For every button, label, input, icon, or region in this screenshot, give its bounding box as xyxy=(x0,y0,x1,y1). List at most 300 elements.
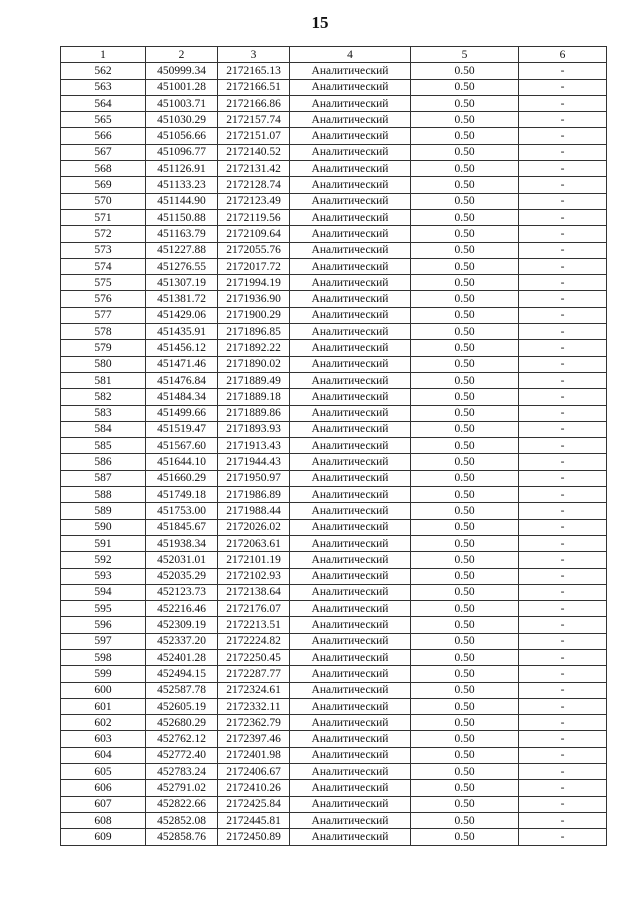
method-cell: Аналитический xyxy=(290,780,411,796)
table-row xyxy=(61,161,607,177)
x-coordinate-cell: 452762.12 xyxy=(146,731,218,747)
table-row xyxy=(61,405,607,421)
note-cell: - xyxy=(519,63,607,79)
x-coordinate-cell: 452494.15 xyxy=(146,666,218,682)
method-cell: Аналитический xyxy=(290,535,411,551)
y-coordinate-cell: 2172131.42 xyxy=(218,161,290,177)
table-row xyxy=(61,682,607,698)
x-coordinate-cell: 451429.06 xyxy=(146,307,218,323)
note-cell: - xyxy=(519,193,607,209)
x-coordinate-cell: 451484.34 xyxy=(146,389,218,405)
point-number-cell: 609 xyxy=(61,829,146,845)
y-coordinate-cell: 2172362.79 xyxy=(218,715,290,731)
x-coordinate-cell: 451749.18 xyxy=(146,487,218,503)
table-row xyxy=(61,454,607,470)
note-cell: - xyxy=(519,731,607,747)
point-number-cell: 603 xyxy=(61,731,146,747)
method-cell: Аналитический xyxy=(290,715,411,731)
accuracy-cell: 0.50 xyxy=(411,649,519,665)
table-row xyxy=(61,112,607,128)
y-coordinate-cell: 2172140.52 xyxy=(218,144,290,160)
note-cell: - xyxy=(519,764,607,780)
note-cell: - xyxy=(519,812,607,828)
y-coordinate-cell: 2171889.18 xyxy=(218,389,290,405)
note-cell: - xyxy=(519,340,607,356)
table-row xyxy=(61,193,607,209)
y-coordinate-cell: 2171889.86 xyxy=(218,405,290,421)
method-cell: Аналитический xyxy=(290,649,411,665)
x-coordinate-cell: 452337.20 xyxy=(146,633,218,649)
x-coordinate-cell: 452309.19 xyxy=(146,617,218,633)
method-cell: Аналитический xyxy=(290,275,411,291)
accuracy-cell: 0.50 xyxy=(411,487,519,503)
accuracy-cell: 0.50 xyxy=(411,226,519,242)
note-cell: - xyxy=(519,503,607,519)
y-coordinate-cell: 2171893.93 xyxy=(218,421,290,437)
table-body xyxy=(61,63,607,845)
x-coordinate-cell: 451030.29 xyxy=(146,112,218,128)
table-row xyxy=(61,503,607,519)
point-number-cell: 587 xyxy=(61,470,146,486)
column-header-6: 6 xyxy=(519,47,607,63)
method-cell: Аналитический xyxy=(290,209,411,225)
method-cell: Аналитический xyxy=(290,812,411,828)
y-coordinate-cell: 2172101.19 xyxy=(218,552,290,568)
table-row xyxy=(61,715,607,731)
y-coordinate-cell: 2172026.02 xyxy=(218,519,290,535)
y-coordinate-cell: 2171988.44 xyxy=(218,503,290,519)
method-cell: Аналитический xyxy=(290,307,411,323)
x-coordinate-cell: 452216.46 xyxy=(146,601,218,617)
point-number-cell: 594 xyxy=(61,584,146,600)
method-cell: Аналитический xyxy=(290,438,411,454)
point-number-cell: 566 xyxy=(61,128,146,144)
method-cell: Аналитический xyxy=(290,372,411,388)
table-row xyxy=(61,324,607,340)
y-coordinate-cell: 2172332.11 xyxy=(218,698,290,714)
table-row xyxy=(61,812,607,828)
method-cell: Аналитический xyxy=(290,617,411,633)
note-cell: - xyxy=(519,128,607,144)
accuracy-cell: 0.50 xyxy=(411,258,519,274)
accuracy-cell: 0.50 xyxy=(411,698,519,714)
y-coordinate-cell: 2172176.07 xyxy=(218,601,290,617)
note-cell: - xyxy=(519,470,607,486)
point-number-cell: 574 xyxy=(61,258,146,274)
point-number-cell: 598 xyxy=(61,649,146,665)
note-cell: - xyxy=(519,747,607,763)
point-number-cell: 563 xyxy=(61,79,146,95)
note-cell: - xyxy=(519,649,607,665)
table-row xyxy=(61,389,607,405)
y-coordinate-cell: 2172123.49 xyxy=(218,193,290,209)
y-coordinate-cell: 2172055.76 xyxy=(218,242,290,258)
point-number-cell: 583 xyxy=(61,405,146,421)
point-number-cell: 595 xyxy=(61,601,146,617)
method-cell: Аналитический xyxy=(290,405,411,421)
x-coordinate-cell: 451435.91 xyxy=(146,324,218,340)
point-number-cell: 602 xyxy=(61,715,146,731)
method-cell: Аналитический xyxy=(290,356,411,372)
x-coordinate-cell: 451381.72 xyxy=(146,291,218,307)
accuracy-cell: 0.50 xyxy=(411,340,519,356)
note-cell: - xyxy=(519,324,607,340)
accuracy-cell: 0.50 xyxy=(411,731,519,747)
x-coordinate-cell: 451938.34 xyxy=(146,535,218,551)
accuracy-cell: 0.50 xyxy=(411,324,519,340)
point-number-cell: 589 xyxy=(61,503,146,519)
x-coordinate-cell: 451150.88 xyxy=(146,209,218,225)
method-cell: Аналитический xyxy=(290,63,411,79)
accuracy-cell: 0.50 xyxy=(411,796,519,812)
point-number-cell: 578 xyxy=(61,324,146,340)
table-row xyxy=(61,226,607,242)
method-cell: Аналитический xyxy=(290,324,411,340)
accuracy-cell: 0.50 xyxy=(411,617,519,633)
accuracy-cell: 0.50 xyxy=(411,584,519,600)
point-number-cell: 593 xyxy=(61,568,146,584)
note-cell: - xyxy=(519,438,607,454)
note-cell: - xyxy=(519,258,607,274)
accuracy-cell: 0.50 xyxy=(411,144,519,160)
method-cell: Аналитический xyxy=(290,226,411,242)
note-cell: - xyxy=(519,682,607,698)
y-coordinate-cell: 2172224.82 xyxy=(218,633,290,649)
column-header-1: 1 xyxy=(61,47,146,63)
accuracy-cell: 0.50 xyxy=(411,503,519,519)
note-cell: - xyxy=(519,95,607,111)
method-cell: Аналитический xyxy=(290,796,411,812)
note-cell: - xyxy=(519,421,607,437)
y-coordinate-cell: 2171889.49 xyxy=(218,372,290,388)
point-number-cell: 591 xyxy=(61,535,146,551)
accuracy-cell: 0.50 xyxy=(411,633,519,649)
point-number-cell: 568 xyxy=(61,161,146,177)
table-row xyxy=(61,829,607,845)
y-coordinate-cell: 2172410.26 xyxy=(218,780,290,796)
accuracy-cell: 0.50 xyxy=(411,552,519,568)
table-row xyxy=(61,633,607,649)
method-cell: Аналитический xyxy=(290,470,411,486)
point-number-cell: 571 xyxy=(61,209,146,225)
note-cell: - xyxy=(519,307,607,323)
accuracy-cell: 0.50 xyxy=(411,112,519,128)
column-header-5: 5 xyxy=(411,47,519,63)
x-coordinate-cell: 451499.66 xyxy=(146,405,218,421)
x-coordinate-cell: 452852.08 xyxy=(146,812,218,828)
x-coordinate-cell: 452680.29 xyxy=(146,715,218,731)
note-cell: - xyxy=(519,389,607,405)
method-cell: Аналитический xyxy=(290,519,411,535)
table-row xyxy=(61,666,607,682)
table-row xyxy=(61,535,607,551)
table-row xyxy=(61,421,607,437)
y-coordinate-cell: 2172166.51 xyxy=(218,79,290,95)
table-row xyxy=(61,209,607,225)
note-cell: - xyxy=(519,568,607,584)
x-coordinate-cell: 451133.23 xyxy=(146,177,218,193)
y-coordinate-cell: 2172324.61 xyxy=(218,682,290,698)
column-header-2: 2 xyxy=(146,47,218,63)
note-cell: - xyxy=(519,209,607,225)
method-cell: Аналитический xyxy=(290,682,411,698)
method-cell: Аналитический xyxy=(290,421,411,437)
table-row xyxy=(61,340,607,356)
x-coordinate-cell: 451567.60 xyxy=(146,438,218,454)
method-cell: Аналитический xyxy=(290,666,411,682)
accuracy-cell: 0.50 xyxy=(411,421,519,437)
method-cell: Аналитический xyxy=(290,731,411,747)
point-number-cell: 575 xyxy=(61,275,146,291)
method-cell: Аналитический xyxy=(290,568,411,584)
x-coordinate-cell: 451144.90 xyxy=(146,193,218,209)
point-number-cell: 567 xyxy=(61,144,146,160)
page-number: 15 xyxy=(311,13,329,32)
point-number-cell: 564 xyxy=(61,95,146,111)
point-number-cell: 572 xyxy=(61,226,146,242)
method-cell: Аналитический xyxy=(290,487,411,503)
x-coordinate-cell: 452123.73 xyxy=(146,584,218,600)
x-coordinate-cell: 451519.47 xyxy=(146,421,218,437)
note-cell: - xyxy=(519,780,607,796)
table-row xyxy=(61,177,607,193)
column-header-4: 4 xyxy=(290,47,411,63)
x-coordinate-cell: 452783.24 xyxy=(146,764,218,780)
note-cell: - xyxy=(519,177,607,193)
x-coordinate-cell: 451753.00 xyxy=(146,503,218,519)
x-coordinate-cell: 452858.76 xyxy=(146,829,218,845)
accuracy-cell: 0.50 xyxy=(411,829,519,845)
accuracy-cell: 0.50 xyxy=(411,209,519,225)
y-coordinate-cell: 2172166.86 xyxy=(218,95,290,111)
note-cell: - xyxy=(519,829,607,845)
table-row xyxy=(61,307,607,323)
x-coordinate-cell: 452031.01 xyxy=(146,552,218,568)
method-cell: Аналитический xyxy=(290,95,411,111)
table-header-row xyxy=(61,47,607,63)
y-coordinate-cell: 2171994.19 xyxy=(218,275,290,291)
point-number-cell: 579 xyxy=(61,340,146,356)
note-cell: - xyxy=(519,161,607,177)
table-row xyxy=(61,552,607,568)
method-cell: Аналитический xyxy=(290,144,411,160)
note-cell: - xyxy=(519,291,607,307)
accuracy-cell: 0.50 xyxy=(411,275,519,291)
accuracy-cell: 0.50 xyxy=(411,177,519,193)
method-cell: Аналитический xyxy=(290,193,411,209)
x-coordinate-cell: 452587.78 xyxy=(146,682,218,698)
method-cell: Аналитический xyxy=(290,389,411,405)
column-header-3: 3 xyxy=(218,47,290,63)
x-coordinate-cell: 452605.19 xyxy=(146,698,218,714)
note-cell: - xyxy=(519,144,607,160)
table-row xyxy=(61,144,607,160)
x-coordinate-cell: 451476.84 xyxy=(146,372,218,388)
y-coordinate-cell: 2172406.67 xyxy=(218,764,290,780)
table-row xyxy=(61,372,607,388)
note-cell: - xyxy=(519,519,607,535)
accuracy-cell: 0.50 xyxy=(411,356,519,372)
point-number-cell: 562 xyxy=(61,63,146,79)
table-row xyxy=(61,487,607,503)
x-coordinate-cell: 450999.34 xyxy=(146,63,218,79)
point-number-cell: 584 xyxy=(61,421,146,437)
point-number-cell: 599 xyxy=(61,666,146,682)
table-row xyxy=(61,698,607,714)
accuracy-cell: 0.50 xyxy=(411,812,519,828)
accuracy-cell: 0.50 xyxy=(411,307,519,323)
x-coordinate-cell: 451096.77 xyxy=(146,144,218,160)
x-coordinate-cell: 451056.66 xyxy=(146,128,218,144)
point-number-cell: 582 xyxy=(61,389,146,405)
x-coordinate-cell: 451276.55 xyxy=(146,258,218,274)
note-cell: - xyxy=(519,242,607,258)
point-number-cell: 573 xyxy=(61,242,146,258)
point-number-cell: 576 xyxy=(61,291,146,307)
x-coordinate-cell: 451456.12 xyxy=(146,340,218,356)
point-number-cell: 569 xyxy=(61,177,146,193)
table-row xyxy=(61,63,607,79)
note-cell: - xyxy=(519,552,607,568)
x-coordinate-cell: 451845.67 xyxy=(146,519,218,535)
y-coordinate-cell: 2171890.02 xyxy=(218,356,290,372)
table-row xyxy=(61,731,607,747)
accuracy-cell: 0.50 xyxy=(411,193,519,209)
y-coordinate-cell: 2171892.22 xyxy=(218,340,290,356)
method-cell: Аналитический xyxy=(290,503,411,519)
table-row xyxy=(61,747,607,763)
accuracy-cell: 0.50 xyxy=(411,128,519,144)
accuracy-cell: 0.50 xyxy=(411,535,519,551)
accuracy-cell: 0.50 xyxy=(411,389,519,405)
x-coordinate-cell: 452401.28 xyxy=(146,649,218,665)
x-coordinate-cell: 451227.88 xyxy=(146,242,218,258)
accuracy-cell: 0.50 xyxy=(411,438,519,454)
accuracy-cell: 0.50 xyxy=(411,764,519,780)
table-row xyxy=(61,95,607,111)
table-row xyxy=(61,79,607,95)
method-cell: Аналитический xyxy=(290,633,411,649)
table-row xyxy=(61,649,607,665)
point-number-cell: 605 xyxy=(61,764,146,780)
accuracy-cell: 0.50 xyxy=(411,747,519,763)
x-coordinate-cell: 451471.46 xyxy=(146,356,218,372)
note-cell: - xyxy=(519,601,607,617)
point-number-cell: 565 xyxy=(61,112,146,128)
table-row xyxy=(61,356,607,372)
method-cell: Аналитический xyxy=(290,764,411,780)
y-coordinate-cell: 2172157.74 xyxy=(218,112,290,128)
note-cell: - xyxy=(519,633,607,649)
x-coordinate-cell: 451163.79 xyxy=(146,226,218,242)
method-cell: Аналитический xyxy=(290,601,411,617)
note-cell: - xyxy=(519,372,607,388)
accuracy-cell: 0.50 xyxy=(411,242,519,258)
accuracy-cell: 0.50 xyxy=(411,470,519,486)
note-cell: - xyxy=(519,487,607,503)
point-number-cell: 601 xyxy=(61,698,146,714)
method-cell: Аналитический xyxy=(290,454,411,470)
accuracy-cell: 0.50 xyxy=(411,63,519,79)
note-cell: - xyxy=(519,356,607,372)
note-cell: - xyxy=(519,79,607,95)
method-cell: Аналитический xyxy=(290,829,411,845)
note-cell: - xyxy=(519,226,607,242)
method-cell: Аналитический xyxy=(290,340,411,356)
y-coordinate-cell: 2172397.46 xyxy=(218,731,290,747)
table-row xyxy=(61,438,607,454)
x-coordinate-cell: 451001.28 xyxy=(146,79,218,95)
accuracy-cell: 0.50 xyxy=(411,405,519,421)
method-cell: Аналитический xyxy=(290,242,411,258)
accuracy-cell: 0.50 xyxy=(411,601,519,617)
x-coordinate-cell: 451126.91 xyxy=(146,161,218,177)
table-row xyxy=(61,796,607,812)
x-coordinate-cell: 452791.02 xyxy=(146,780,218,796)
method-cell: Аналитический xyxy=(290,552,411,568)
accuracy-cell: 0.50 xyxy=(411,95,519,111)
method-cell: Аналитический xyxy=(290,177,411,193)
point-number-cell: 606 xyxy=(61,780,146,796)
table-row xyxy=(61,617,607,633)
point-number-cell: 596 xyxy=(61,617,146,633)
y-coordinate-cell: 2172151.07 xyxy=(218,128,290,144)
point-number-cell: 581 xyxy=(61,372,146,388)
accuracy-cell: 0.50 xyxy=(411,568,519,584)
x-coordinate-cell: 451307.19 xyxy=(146,275,218,291)
note-cell: - xyxy=(519,617,607,633)
accuracy-cell: 0.50 xyxy=(411,780,519,796)
y-coordinate-cell: 2172165.13 xyxy=(218,63,290,79)
point-number-cell: 604 xyxy=(61,747,146,763)
table-row xyxy=(61,470,607,486)
accuracy-cell: 0.50 xyxy=(411,666,519,682)
coordinates-table xyxy=(60,46,607,846)
y-coordinate-cell: 2171900.29 xyxy=(218,307,290,323)
method-cell: Аналитический xyxy=(290,584,411,600)
method-cell: Аналитический xyxy=(290,258,411,274)
table-row xyxy=(61,568,607,584)
x-coordinate-cell: 452822.66 xyxy=(146,796,218,812)
point-number-cell: 600 xyxy=(61,682,146,698)
y-coordinate-cell: 2172102.93 xyxy=(218,568,290,584)
accuracy-cell: 0.50 xyxy=(411,682,519,698)
table-row xyxy=(61,780,607,796)
method-cell: Аналитический xyxy=(290,112,411,128)
point-number-cell: 592 xyxy=(61,552,146,568)
y-coordinate-cell: 2172017.72 xyxy=(218,258,290,274)
x-coordinate-cell: 451003.71 xyxy=(146,95,218,111)
y-coordinate-cell: 2171986.89 xyxy=(218,487,290,503)
y-coordinate-cell: 2172250.45 xyxy=(218,649,290,665)
table-row xyxy=(61,519,607,535)
table-row xyxy=(61,584,607,600)
y-coordinate-cell: 2172138.64 xyxy=(218,584,290,600)
y-coordinate-cell: 2171950.97 xyxy=(218,470,290,486)
y-coordinate-cell: 2172450.89 xyxy=(218,829,290,845)
y-coordinate-cell: 2171896.85 xyxy=(218,324,290,340)
point-number-cell: 588 xyxy=(61,487,146,503)
accuracy-cell: 0.50 xyxy=(411,519,519,535)
point-number-cell: 580 xyxy=(61,356,146,372)
note-cell: - xyxy=(519,796,607,812)
y-coordinate-cell: 2171913.43 xyxy=(218,438,290,454)
table-row xyxy=(61,291,607,307)
accuracy-cell: 0.50 xyxy=(411,372,519,388)
note-cell: - xyxy=(519,666,607,682)
accuracy-cell: 0.50 xyxy=(411,291,519,307)
method-cell: Аналитический xyxy=(290,747,411,763)
